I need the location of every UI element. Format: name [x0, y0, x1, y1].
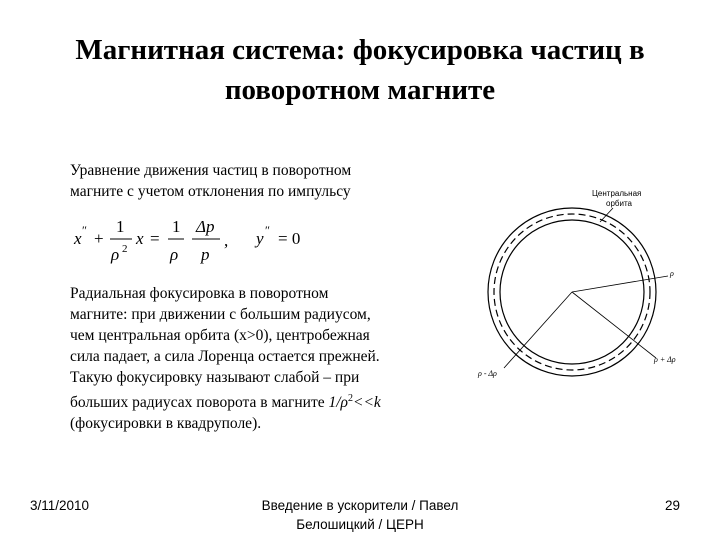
eq-y: y [256, 229, 264, 248]
rho-label: ρ [670, 269, 674, 278]
footer-credit [230, 496, 490, 534]
eq-primes: ″ [82, 223, 87, 237]
eq-frac2-num: 1 [172, 217, 181, 236]
eq-y-equals: = 0 [278, 229, 301, 248]
rho-minus-line [504, 292, 572, 368]
footer-credit-line-2: Белошицкий / ЦЕРН [296, 517, 424, 532]
footer-page-number: 29 [664, 498, 680, 513]
body-line-2: магните: при движении с большим радиусом, [70, 306, 371, 323]
slide-title [20, 30, 700, 110]
orbit-diagram [470, 182, 690, 392]
body-line-5: Такую фокусировку называют слабой – при [70, 369, 360, 386]
orbit-label-line-1: Центральная [592, 189, 642, 198]
slide-title-line-1: Магнитная система: фокусировка частиц в [75, 34, 645, 66]
intro-line-2: магните с учетом отклонения по импульсу [70, 183, 351, 200]
body-line-6-rest: <<k [353, 394, 381, 412]
eq-frac3-p: p [201, 245, 210, 264]
eq-equals: = [150, 229, 160, 248]
eq-comma: , [224, 231, 229, 250]
intro-line-1: Уравнение движения частиц в поворотном [70, 162, 352, 179]
intro-paragraph [70, 160, 410, 202]
rho-plus-label: ρ + Δρ [654, 355, 676, 364]
body-line-6-sup: 2 [348, 393, 353, 404]
eq-frac1-num: 1 [116, 217, 125, 236]
rho-line [572, 276, 668, 292]
eq-frac1-rho: ρ [111, 245, 120, 264]
body-line-7: (фокусировки в квадруполе). [70, 415, 262, 433]
slide-title-line-2: поворотном магните [224, 74, 496, 106]
body-line-6-formula: 1/ρ [328, 394, 348, 412]
body-line-4: сила падает, а сила Лоренца остается прежней. [70, 348, 380, 365]
footer-date: 3/11/2010 [30, 498, 90, 513]
orbit-label-pointer [600, 208, 613, 222]
eq-x: x [136, 229, 144, 248]
orbit-label-line-2: орбита [606, 199, 632, 208]
body-paragraph [70, 283, 450, 434]
eq-y-primes: ″ [265, 223, 270, 237]
rho-minus-label: ρ - Δρ [478, 369, 497, 378]
eq-frac3-num: Δp [196, 217, 215, 236]
motion-equation [68, 206, 368, 272]
body-line-6-text: больших радиусах поворота в магните [70, 394, 329, 412]
eq-frac1-sq: 2 [122, 243, 128, 255]
body-line-3: чем центральная орбита (x>0), центробежная [70, 327, 370, 344]
eq-x-double-prime: x [74, 229, 82, 248]
footer-credit-line-1: Введение в ускорители / Павел [261, 498, 459, 513]
eq-plus: + [94, 229, 104, 248]
eq-frac2-rho: ρ [170, 245, 179, 264]
body-line-6 [70, 388, 450, 413]
body-line-1: Радиальная фокусировка в поворотном [70, 285, 329, 302]
